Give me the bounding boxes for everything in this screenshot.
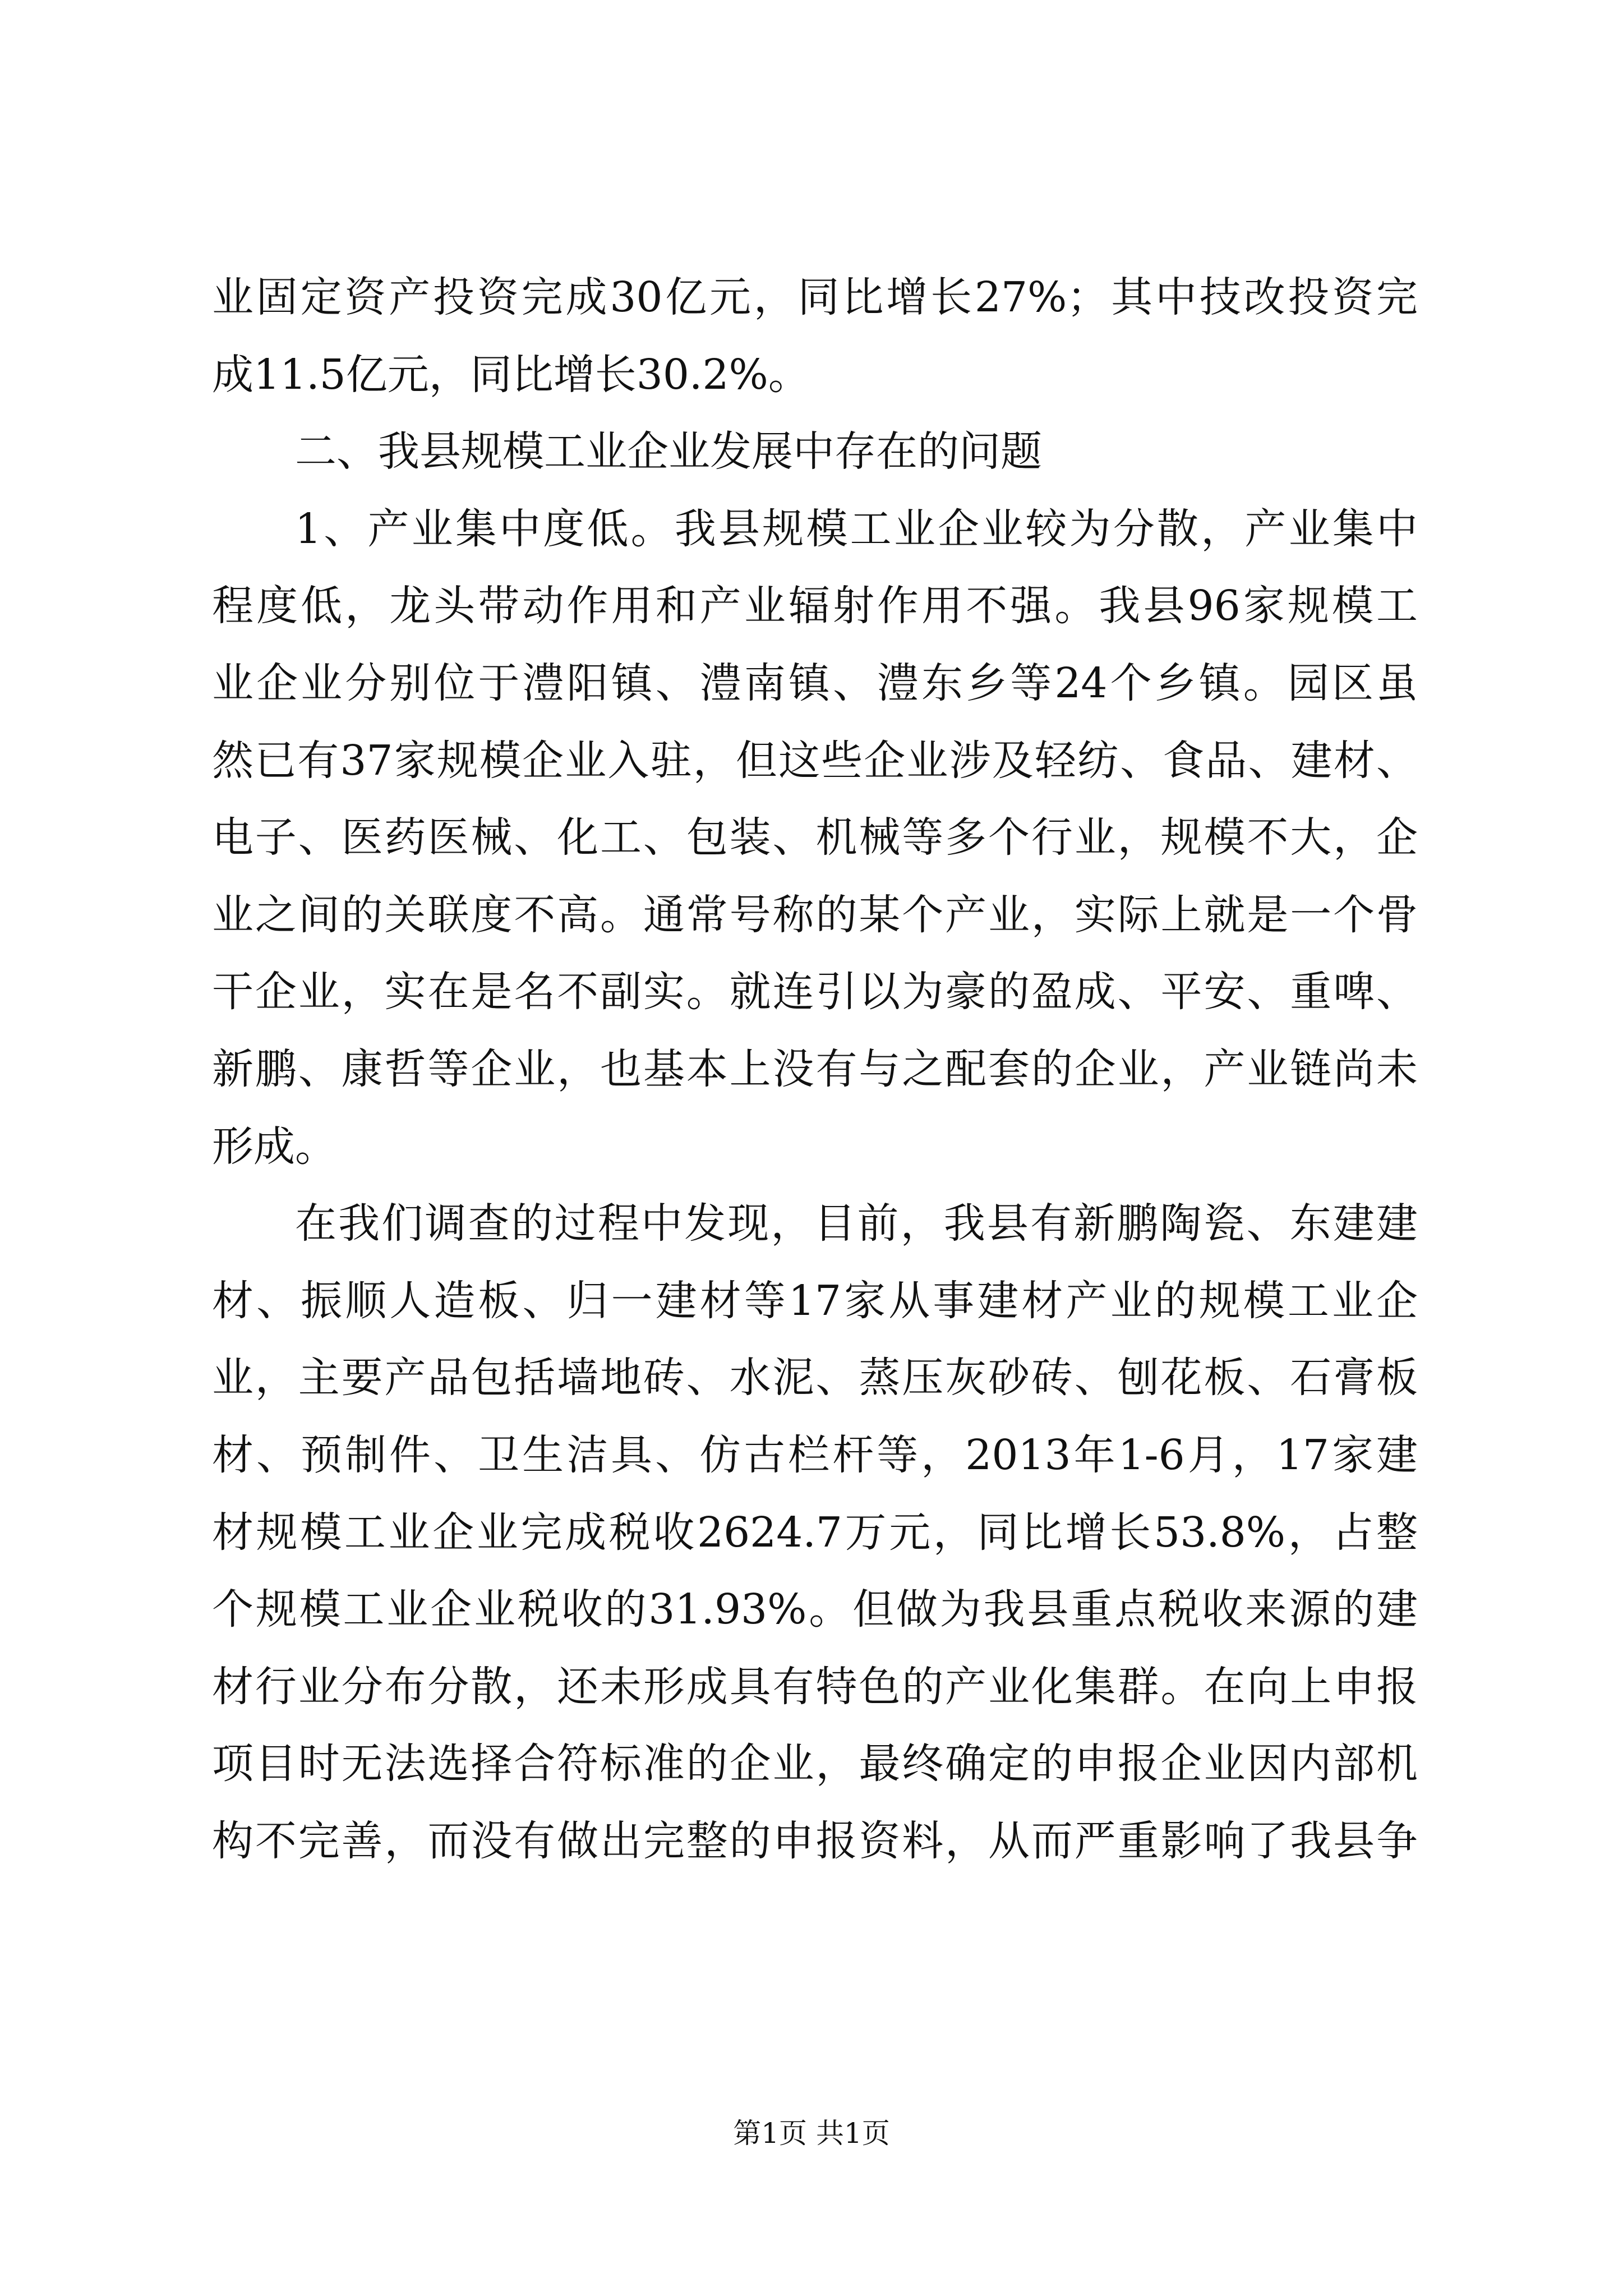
body-text — [212, 259, 1418, 1880]
text-line: 在我们调查的过程中发现，目前，我县有新鹏陶瓷、东建建 — [295, 1199, 1418, 1248]
text-line: 业之间的关联度不高。通常号称的某个产业，实际上就是一个骨 — [212, 890, 1418, 939]
text-line: 新鹏、康哲等企业，也基本上没有与之配套的企业，产业链尚未 — [212, 1045, 1418, 1093]
text-line: 然已有37家规模企业入驻，但这些企业涉及轻纺、食品、建材、 — [212, 736, 1418, 785]
text-line: 材、预制件、卫生洁具、仿古栏杆等，2013年1-6月，17家建 — [212, 1430, 1418, 1479]
text-line: 1、产业集中度低。我县规模工业企业较为分散，产业集中 — [295, 504, 1418, 553]
text-line: 材规模工业企业完成税收2624.7万元，同比增长53.8%，占整 — [212, 1508, 1418, 1557]
text-line: 业企业分别位于澧阳镇、澧南镇、澧东乡等24个乡镇。园区虽 — [212, 659, 1418, 707]
text-line: 电子、医药医械、化工、包装、机械等多个行业，规模不大，企 — [212, 813, 1418, 862]
text-line: 构不完善，而没有做出完整的申报资料，从而严重影响了我县争 — [212, 1816, 1418, 1865]
text-line: 成11.5亿元，同比增长30.2%。 — [212, 350, 810, 399]
text-line: 项目时无法选择合符标准的企业，最终确定的申报企业因内部机 — [212, 1740, 1418, 1788]
text-line: 材、振顺人造板、归一建材等17家从事建材产业的规模工业企 — [212, 1276, 1418, 1325]
text-line: 形成。 — [212, 1122, 336, 1171]
text-line: 业固定资产投资完成30亿元，同比增长27%；其中技改投资完 — [212, 273, 1418, 321]
section-heading: 二、我县规模工业企业发展中存在的问题 — [295, 427, 1042, 476]
text-line: 干企业，实在是名不副实。就连引以为豪的盈成、平安、重啤、 — [212, 968, 1418, 1016]
page-number-footer: 第1页 共1页 — [733, 2117, 890, 2150]
text-line: 个规模工业企业税收的31.93%。但做为我县重点税收来源的建 — [212, 1585, 1418, 1634]
text-line: 业，主要产品包括墙地砖、水泥、蒸压灰砂砖、刨花板、石膏板 — [212, 1354, 1418, 1402]
text-line: 材行业分布分散，还未形成具有特色的产业化集群。在向上申报 — [212, 1662, 1418, 1711]
text-line: 程度低，龙头带动作用和产业辐射作用不强。我县96家规模工 — [212, 582, 1418, 631]
